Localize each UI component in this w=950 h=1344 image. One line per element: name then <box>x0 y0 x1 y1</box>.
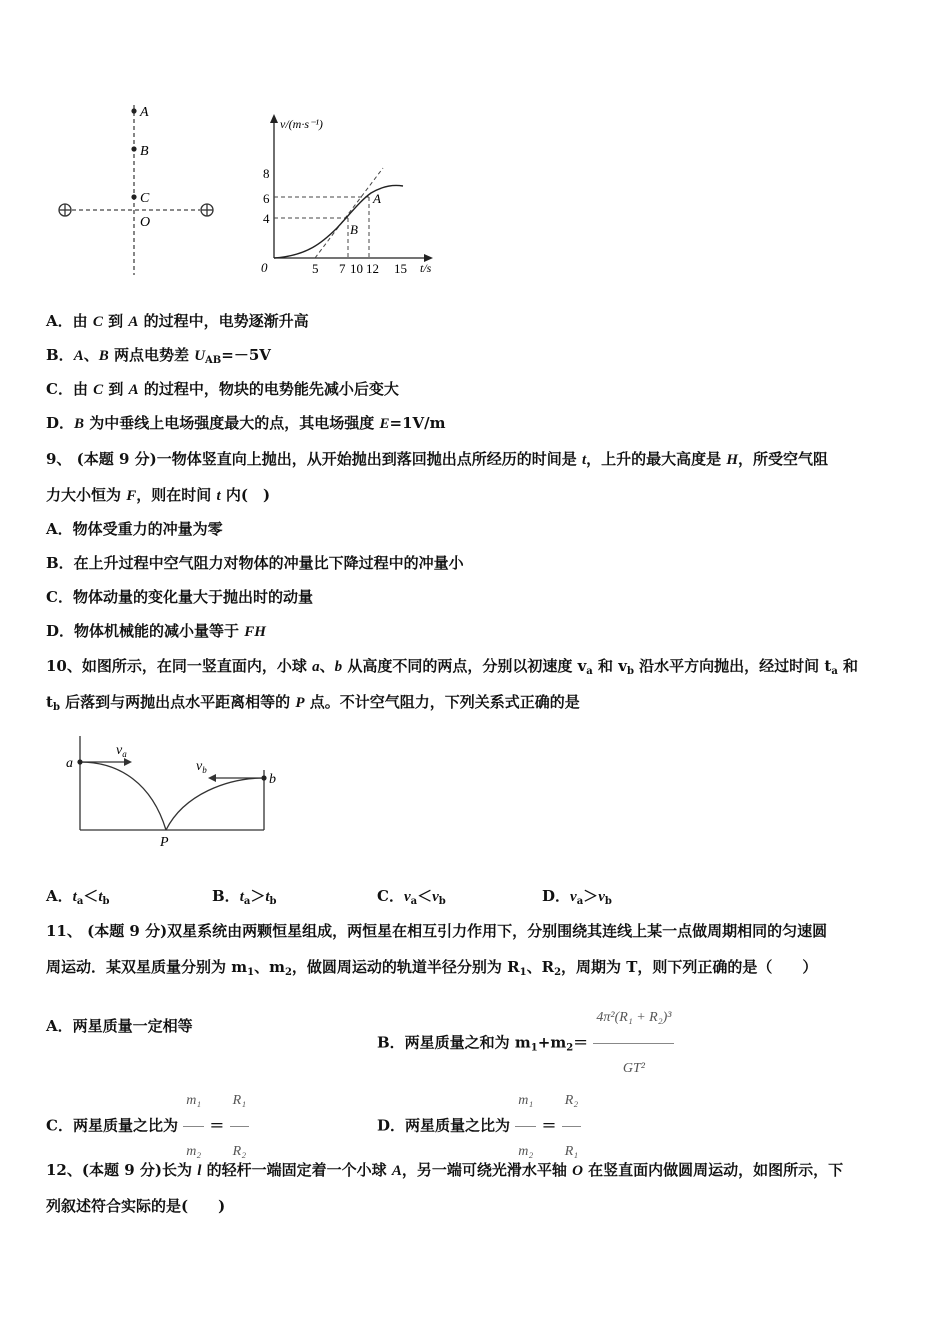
q8-option-B[interactable]: B．A、B 两点电势差 $U_{AB}=-5V$ <box>46 346 271 366</box>
x-axis-label: t/s <box>420 261 432 275</box>
fig-label-P: P <box>160 835 169 850</box>
xtick-10: 10 <box>350 261 363 276</box>
trajectory-a <box>80 762 166 830</box>
xtick-15: 15 <box>394 261 407 276</box>
q9-option-D[interactable]: D．物体机械能的减小量等于 FH <box>46 622 266 640</box>
point-A-label: A <box>373 191 381 206</box>
label-C: C <box>140 191 150 206</box>
xtick-7: 7 <box>339 261 346 276</box>
ball-a <box>77 759 82 764</box>
q11-option-C[interactable]: C．两星质量之比为 $\frac{\text{m₁}}{\text{m₂}}$ ＝ $\frac{\text{R₁}}{\text{R₂}}$ <box>46 1076 249 1177</box>
point-A <box>131 108 136 113</box>
ytick-4: 4 <box>263 211 270 226</box>
velocity-curve <box>274 185 403 258</box>
point-C <box>131 194 136 199</box>
q9-option-C[interactable]: C．物体动量的变化量大于抛出时的动量 <box>46 588 313 606</box>
trajectory-b <box>166 778 264 830</box>
q11-option-A[interactable]: A．两星质量一定相等 <box>46 1017 193 1035</box>
q8-option-A[interactable]: A．由 C 到 A 的过程中，电势逐渐升高 <box>46 312 309 330</box>
arrow-vb-icon <box>208 774 216 782</box>
charge-diagram <box>50 95 230 280</box>
velocity-time-graph <box>255 110 445 280</box>
q10-stem-line2: $t_b$ 后落到与两抛出点水平距离相等的 P 点。不计空气阻力，下列关系式正确的是 <box>46 693 580 713</box>
y-axis-label: v/(m·s⁻¹) <box>280 117 323 131</box>
q10-option-A[interactable]: A．$t_a<t_b$ <box>46 887 110 907</box>
q11-option-D[interactable]: D．两星质量之比为 $\frac{\text{m₁}}{\text{m₂}}$ ＝ $\frac{\text{R₂}}{\text{R₁}}$ <box>377 1076 581 1177</box>
q12-stem-line1: 12、(本题 9 分)长为 l 的轻杆一端固定着一个小球 A，另一端可绕光滑水平轴 O 在竖直面内做圆周运动，如图所示，下 <box>46 1161 844 1179</box>
q11-C-fraction-right: $\frac{\text{R₁}}{\text{R₂}}$ <box>230 1076 249 1177</box>
label-B: B <box>140 144 149 159</box>
q11-stem-line2: 周运动．某双星质量分别为 $m_1$、$m_2$，做圆周运动的轨道半径分别为 $R_1$、$R_2$，周期为 T，则下列正确的是（ ） <box>46 958 818 978</box>
q9-stem-line1: 9、 (本题 9 分)一物体竖直向上抛出，从开始抛出到落回抛出点所经历的时间是 t，上升的最大高度是 H，所受空气阻 <box>46 450 829 468</box>
ytick-8: 8 <box>263 166 270 181</box>
origin-label: 0 <box>261 260 268 275</box>
q9-stem-line2: 力大小恒为 F，则在时间 t 内( ) <box>46 486 271 504</box>
q11-C-fraction-left: $\frac{\text{m₁}}{\text{m₂}}$ <box>183 1076 204 1177</box>
arrow-va-icon <box>124 758 132 766</box>
ball-b <box>261 775 266 780</box>
q12-stem-line2: 列叙述符合实际的是( ) <box>46 1197 226 1215</box>
q10-option-B[interactable]: B．$t_a>t_b$ <box>212 887 277 907</box>
xtick-12: 12 <box>366 261 379 276</box>
fig-label-va: $v_a$ <box>116 743 127 759</box>
q11-D-fraction-left: $\frac{\text{m₁}}{\text{m₂}}$ <box>515 1076 536 1177</box>
q11-B-fraction: $\frac{\text{4π²(R₁ + R₂)³}}{\text{GT²}}$ <box>593 993 674 1094</box>
label-A: A <box>140 105 149 120</box>
q9-option-B[interactable]: B．在上升过程中空气阻力对物体的冲量比下降过程中的冲量小 <box>46 554 464 572</box>
q11-option-B[interactable]: B．两星质量之和为 $m_1+m_2=$ $\frac{\text{4π²(R₁ + R₂)³}}{\text{GT²}}$ <box>377 993 674 1094</box>
q10-stem-line1: 10、如图所示，在同一竖直面内，小球 a、b 从高度不同的两点，分别以初速度 $v_a$ 和 $v_b$ 沿水平方向抛出，经过时间 $t_a$ 和 <box>46 657 859 677</box>
q11-D-fraction-right: $\frac{\text{R₂}}{\text{R₁}}$ <box>562 1076 581 1177</box>
ytick-6: 6 <box>263 191 270 206</box>
q11-stem-line1: 11、 (本题 9 分)双星系统由两颗恒星组成，两恒星在相互引力作用下，分别围绕其连线上某一点做周期相同的匀速圆 <box>46 922 828 940</box>
fig-label-vb: $v_b$ <box>196 759 207 775</box>
xtick-5: 5 <box>312 261 319 276</box>
q9-option-A[interactable]: A．物体受重力的冲量为零 <box>46 520 223 538</box>
q8-option-C[interactable]: C．由 C 到 A 的过程中，物块的电势能先减小后变大 <box>46 380 399 398</box>
point-B-label: B <box>350 222 358 237</box>
q10-option-D[interactable]: D．$v_a>v_b$ <box>542 887 612 907</box>
point-B <box>131 146 136 151</box>
label-O: O <box>140 215 151 230</box>
q10-option-C[interactable]: C．$v_a<v_b$ <box>377 887 446 907</box>
projectile-diagram <box>60 732 290 852</box>
q8-option-D[interactable]: D．B 为中垂线上电场强度最大的点，其电场强度 E=1V/m <box>46 414 446 432</box>
fig-label-b: b <box>269 772 276 787</box>
fig-label-a: a <box>66 756 73 771</box>
